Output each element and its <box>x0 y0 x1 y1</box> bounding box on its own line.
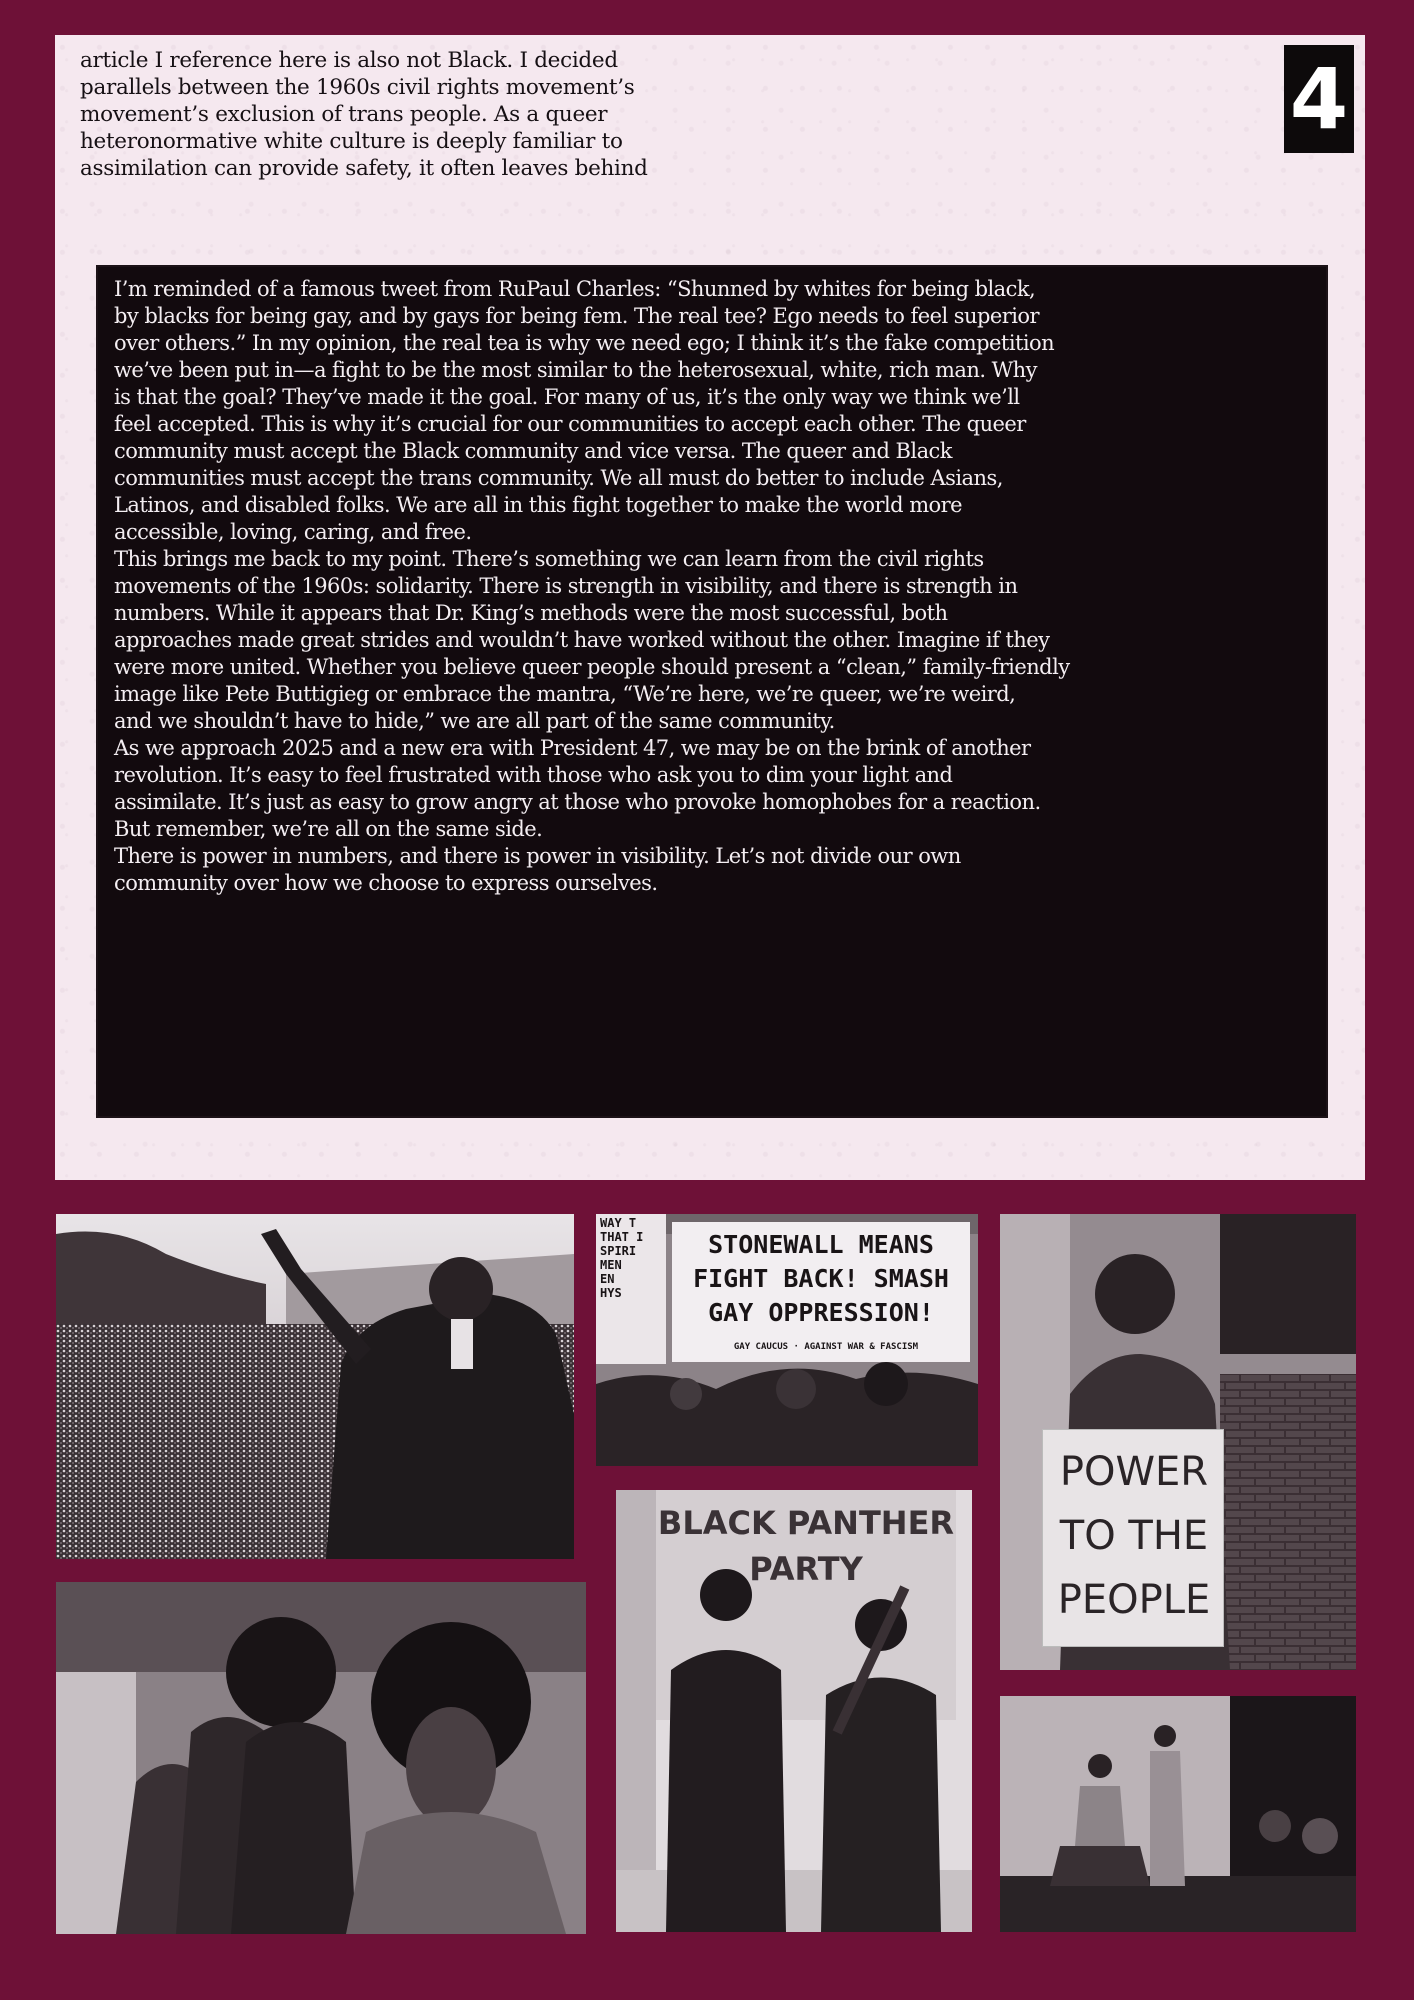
sign-line: STONEWALL MEANS <box>708 1230 934 1259</box>
body-line: movements of the 1960s: solidarity. There is strength in visibility, and there is strength in <box>114 574 1018 598</box>
stonewall-sign <box>676 1228 966 1330</box>
intro-line: assimilation can provide safety, it often leaves behind <box>80 156 648 181</box>
body-line: There is power in numbers, and there is power in visibility. Let’s not divide our own <box>114 844 961 868</box>
power-sign-line: TO THE <box>1059 1513 1209 1559</box>
body-line: This brings me back to my point. There’s something we can learn from the civil rights <box>114 547 984 571</box>
body-line: were more united. Whether you believe queer people should present a “clean,” family-friendly <box>114 655 1070 679</box>
side-sign-line: HYS <box>600 1286 622 1300</box>
body-line: I’m reminded of a famous tweet from RuPaul Charles: “Shunned by whites for being black, <box>114 277 1036 301</box>
photo-stonewall-march <box>596 1214 978 1466</box>
photo-power-sign <box>1000 1214 1356 1670</box>
sign-line: FIGHT BACK! SMASH <box>693 1264 949 1293</box>
side-sign-line: SPIRI <box>600 1244 637 1258</box>
sign-line: GAY OPPRESSION! <box>708 1298 934 1327</box>
power-sign-board <box>1042 1429 1224 1647</box>
intro-line: article I reference here is also not Black. I decided <box>80 48 618 73</box>
body-line: feel accepted. This is why it’s crucial for our communities to accept each other. The queer <box>114 412 1026 436</box>
body-line: assimilate. It’s just as easy to grow angry at those who provoke homophobes for a reaction. <box>114 790 1041 814</box>
page-number: 4 <box>1284 45 1354 153</box>
panther-banner-line: BLACK PANTHER <box>657 1504 955 1542</box>
body-line: is that the goal? They’ve made it the goal. For many of us, it’s the only way we think we’ll <box>114 385 1020 409</box>
body-line: we’ve been put in—a fight to be the most similar to the heterosexual, white, rich man. Why <box>114 358 1037 382</box>
body-line: But remember, we’re all on the same side. <box>114 817 543 841</box>
photo-mlk-crowd <box>56 1214 574 1559</box>
power-sign-line: POWER <box>1059 1449 1209 1495</box>
photo-youth-line <box>56 1582 586 1934</box>
intro-line: parallels between the 1960s civil rights movement’s <box>80 75 635 100</box>
photo-black-panther <box>616 1490 972 1932</box>
body-line: communities must accept the trans community. We all must do better to include Asians, <box>114 466 1003 490</box>
intro-line: movement’s exclusion of trans people. As a queer <box>80 102 608 127</box>
body-line: over others.” In my opinion, the real tea is why we need ego; I think it’s the fake competition <box>114 331 1055 355</box>
side-sign-line: THAT I <box>600 1230 644 1244</box>
side-sign-line: EN <box>600 1272 615 1286</box>
body-line: revolution. It’s easy to feel frustrated with those who ask you to dim your light and <box>114 763 953 787</box>
intro-line: heteronormative white culture is deeply familiar to <box>80 129 623 154</box>
body-line: community over how we choose to express ourselves. <box>114 871 658 895</box>
body-line: image like Pete Buttigieg or embrace the mantra, “We’re here, we’re queer, we’re weird, <box>114 682 1016 706</box>
body-line: community must accept the Black community and vice versa. The queer and Black <box>114 439 952 463</box>
body-paragraphs <box>114 276 1329 897</box>
panther-banner <box>656 1500 956 1592</box>
body-line: accessible, loving, caring, and free. <box>114 520 472 544</box>
photo-ballroom-dancers <box>1000 1696 1356 1932</box>
stonewall-side-sign <box>600 1216 662 1300</box>
body-line: and we shouldn’t have to hide,” we are all part of the same community. <box>114 709 835 733</box>
stonewall-banner-small: GAY CAUCUS · AGAINST WAR & FASCISM <box>733 1342 919 1352</box>
power-sign-line: PEOPLE <box>1057 1577 1211 1623</box>
body-line: Latinos, and disabled folks. We are all in this fight together to make the world more <box>114 493 963 517</box>
side-sign-line: MEN <box>600 1258 622 1272</box>
power-sign <box>1043 1440 1225 1632</box>
body-line: approaches made great strides and wouldn’t have worked without the other. Imagine if they <box>114 628 1050 652</box>
panther-banner-line: PARTY <box>749 1550 863 1588</box>
intro-paragraph <box>80 47 780 182</box>
body-line: As we approach 2025 and a new era with President 47, we may be on the brink of another <box>114 736 1031 760</box>
body-line: numbers. While it appears that Dr. King’s methods were the most successful, both <box>114 601 948 625</box>
side-sign-line: WAY T <box>600 1216 637 1230</box>
body-line: by blacks for being gay, and by gays for being fem. The real tee? Ego needs to feel superior <box>114 304 1039 328</box>
